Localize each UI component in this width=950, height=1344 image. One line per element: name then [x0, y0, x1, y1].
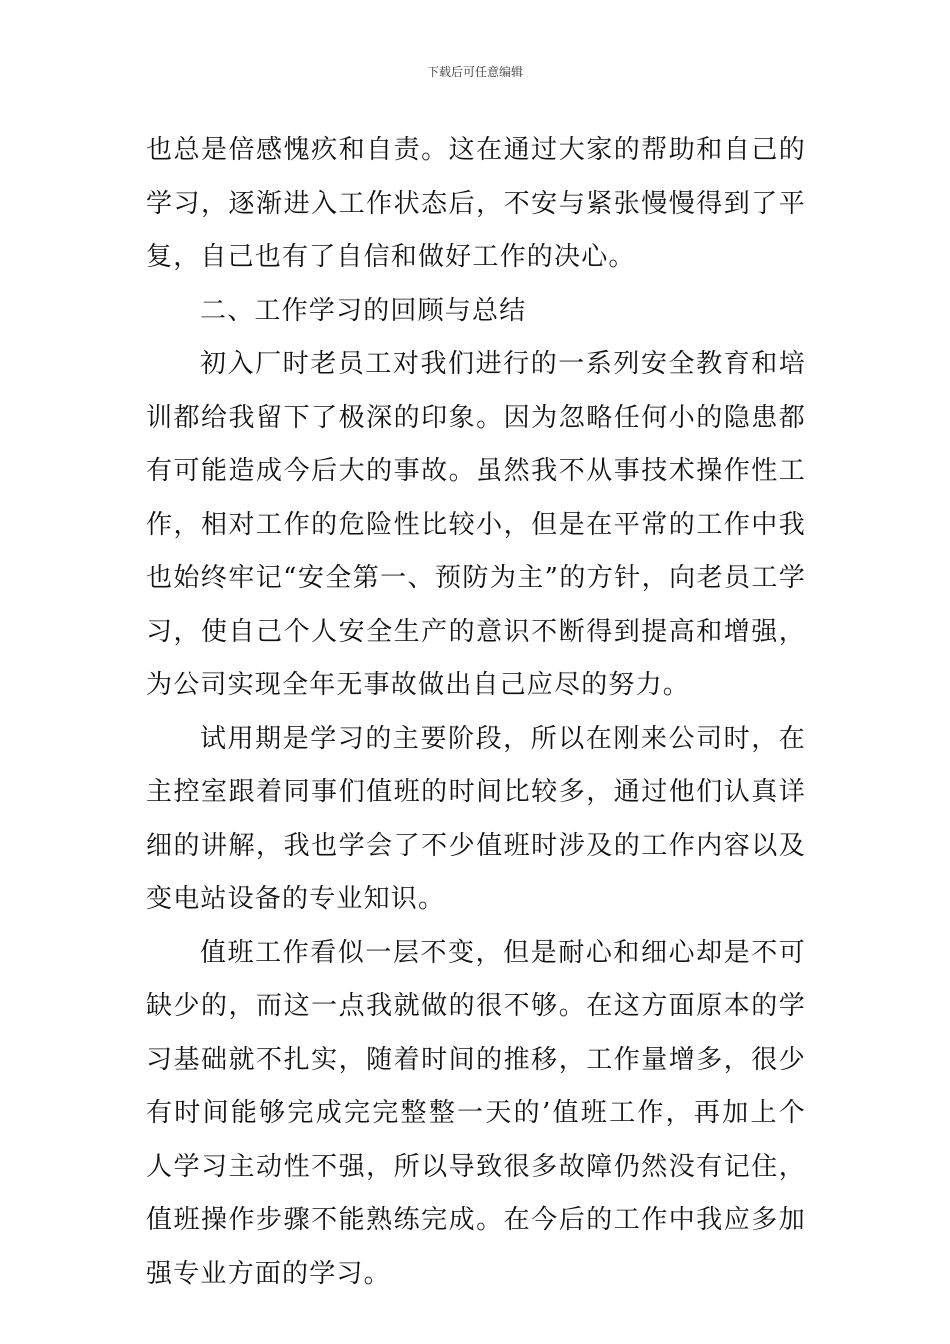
paragraph-safety: 初入厂时老员工对我们进行的一系列安全教育和培训都给我留下了极深的印象。因为忽略任何小的隐患都有可能造成今后大的事故。虽然我不从事技术操作性工作，相对工作的危险性比较小，但是在平常的工作中我也始终牢记“安全第一、预防为主”的方针，向老员工学习，使自己个人安全生产的意识不断得到提高和增强，为公司实现全年无事故做出自己应尽的努力。 — [146, 349, 806, 700]
page-header: 下载后可任意编辑 — [426, 65, 523, 79]
paragraph-duty-work: 值班工作看似一层不变，但是耐心和细心却是不可缺少的，而这一点我就做的很不够。在这方面原本的学习基础就不扎实，随着时间的推移，工作量增多，很少有时间能够完成完完整整一天的’值班工作，再加上个人学习主动性不强，所以导致很多故障仍然没有记住，值班操作步骤不能熟练完成。在今后的工作中我应多加强专业方面的学习。 — [146, 937, 806, 1289]
paragraph-probation: 试用期是学习的主要阶段，所以在刚来公司时，在主控室跟着同事们值班的时间比较多，通过他们认真详细的讲解，我也学会了不少值班时涉及的工作内容以及变电站设备的专业知识。 — [146, 723, 806, 914]
paragraph-continuation: 也总是倍感愧疚和自责。这在通过大家的帮助和自己的学习，逐渐进入工作状态后，不安与紧张慢慢得到了平复，自己也有了自信和做好工作的决心。 — [146, 135, 806, 272]
document-body — [146, 124, 806, 1301]
section-heading: 二、工作学习的回顾与总结 — [200, 295, 527, 326]
